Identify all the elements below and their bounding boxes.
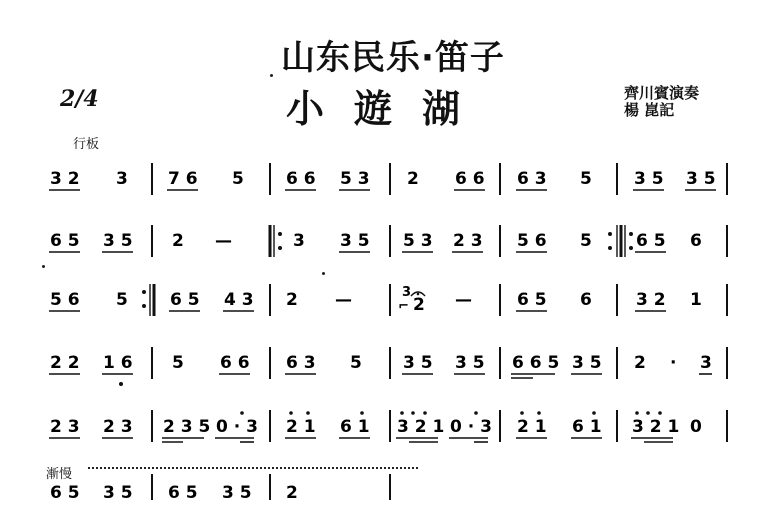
measure-notes: 6 6 bbox=[286, 169, 316, 189]
measure-notes: 6 5 bbox=[50, 231, 80, 251]
measure-notes: 2 1 bbox=[286, 417, 316, 437]
measure-notes: 2 bbox=[407, 169, 419, 189]
measure-notes: 5 6 bbox=[50, 290, 80, 310]
measure-notes: 5 bbox=[232, 169, 244, 189]
measure-notes: 6 1 bbox=[572, 417, 602, 437]
time-signature: 2/4 bbox=[60, 86, 99, 112]
measure-notes: 6 bbox=[580, 290, 592, 310]
measure-notes: 2 3 5 bbox=[163, 417, 211, 437]
score-row-3 bbox=[49, 284, 727, 316]
measure-notes: 3 5 bbox=[222, 483, 252, 503]
measure-notes: 3 bbox=[700, 353, 712, 373]
score-row-1 bbox=[49, 163, 727, 195]
measure-notes: — bbox=[335, 290, 352, 310]
measure-notes: 6 5 bbox=[168, 483, 198, 503]
measure-notes: 2 bbox=[286, 290, 298, 310]
measure-notes: 1 bbox=[690, 290, 702, 310]
measure-notes: 2 bbox=[286, 483, 298, 503]
measure-notes: 3 2 bbox=[50, 169, 80, 189]
measure-notes: 2 bbox=[413, 295, 425, 315]
measure-notes: 4 3 bbox=[224, 290, 254, 310]
measure-notes: 3 5 bbox=[634, 169, 664, 189]
measure-notes: 6 bbox=[690, 231, 702, 251]
measure-notes: · bbox=[670, 353, 677, 373]
measure-notes: 2 1 bbox=[517, 417, 547, 437]
high-octave-dots bbox=[240, 411, 662, 415]
score-row-2 bbox=[49, 225, 727, 257]
score-row-5 bbox=[49, 410, 727, 442]
measure-notes: 6 5 bbox=[50, 483, 80, 503]
measure-notes: 2 2 bbox=[50, 353, 80, 373]
measure-notes: 3 5 bbox=[686, 169, 716, 189]
measure-notes: 3 5 bbox=[572, 353, 602, 373]
measure-notes: 3 2 1 bbox=[397, 417, 445, 437]
measure-notes: 3 5 bbox=[103, 483, 133, 503]
measure-notes: 0 · 3 bbox=[450, 417, 492, 437]
measure-notes: 5 6 bbox=[517, 231, 547, 251]
measure-notes: 5 bbox=[172, 353, 184, 373]
score-row-6 bbox=[50, 474, 390, 503]
measure-notes: — bbox=[455, 290, 472, 310]
measure-notes: 6 3 bbox=[286, 353, 316, 373]
measure-notes: 5 bbox=[350, 353, 362, 373]
measure-notes: 3 5 bbox=[103, 231, 133, 251]
measure-notes: 2 3 bbox=[103, 417, 133, 437]
measure-notes: 7 6 bbox=[168, 169, 198, 189]
measure-notes: 6 1 bbox=[340, 417, 370, 437]
tempo-marking: 行板 bbox=[73, 137, 100, 152]
measure-notes: 5 bbox=[580, 169, 592, 189]
measure-notes: 2 bbox=[634, 353, 646, 373]
measure-notes: 6 3 bbox=[517, 169, 547, 189]
measure-notes: 6 6 bbox=[455, 169, 485, 189]
measure-notes: 3 bbox=[293, 231, 305, 251]
piece-title: 小遊湖 bbox=[286, 87, 491, 131]
ritardando-marking: 漸慢 bbox=[46, 467, 73, 482]
measure-notes: 6 6 5 bbox=[512, 353, 560, 373]
score-row-4 bbox=[49, 347, 727, 386]
measure-notes: 2 3 bbox=[453, 231, 483, 251]
measure-notes: 3 2 1 bbox=[632, 417, 680, 437]
grace-note: ⌐ bbox=[398, 299, 409, 314]
measure-notes: 3 5 bbox=[455, 353, 485, 373]
measure-notes: 6 5 bbox=[517, 290, 547, 310]
measure-notes: 6 6 bbox=[220, 353, 250, 373]
measure-notes: 0 bbox=[690, 417, 702, 437]
performer-credit: 齊川賓演奏 bbox=[624, 84, 700, 102]
low-octave-dot bbox=[119, 382, 123, 386]
measure-notes: 5 3 bbox=[403, 231, 433, 251]
measure-notes: 5 bbox=[116, 290, 128, 310]
recorder-credit: 楊 崑記 bbox=[624, 101, 675, 119]
grace-note: 3 bbox=[402, 285, 412, 300]
measure-notes: 5 bbox=[580, 231, 592, 251]
measure-notes: 3 bbox=[116, 169, 128, 189]
measure-notes: 6 5 bbox=[170, 290, 200, 310]
measure-notes: 1 6 bbox=[103, 353, 133, 373]
measure-notes: 0 · 3 bbox=[216, 417, 258, 437]
measure-notes: 2 bbox=[172, 231, 184, 251]
measure-notes: 3 2 bbox=[636, 290, 666, 310]
measure-notes: 2 3 bbox=[50, 417, 80, 437]
measure-notes: — bbox=[215, 231, 232, 251]
series-title: 山东民乐·笛子 bbox=[281, 38, 505, 78]
measure-notes: 5 3 bbox=[340, 169, 370, 189]
measure-notes: 3 5 bbox=[403, 353, 433, 373]
measure-notes: 3 5 bbox=[340, 231, 370, 251]
measure-notes: 6 5 bbox=[636, 231, 666, 251]
